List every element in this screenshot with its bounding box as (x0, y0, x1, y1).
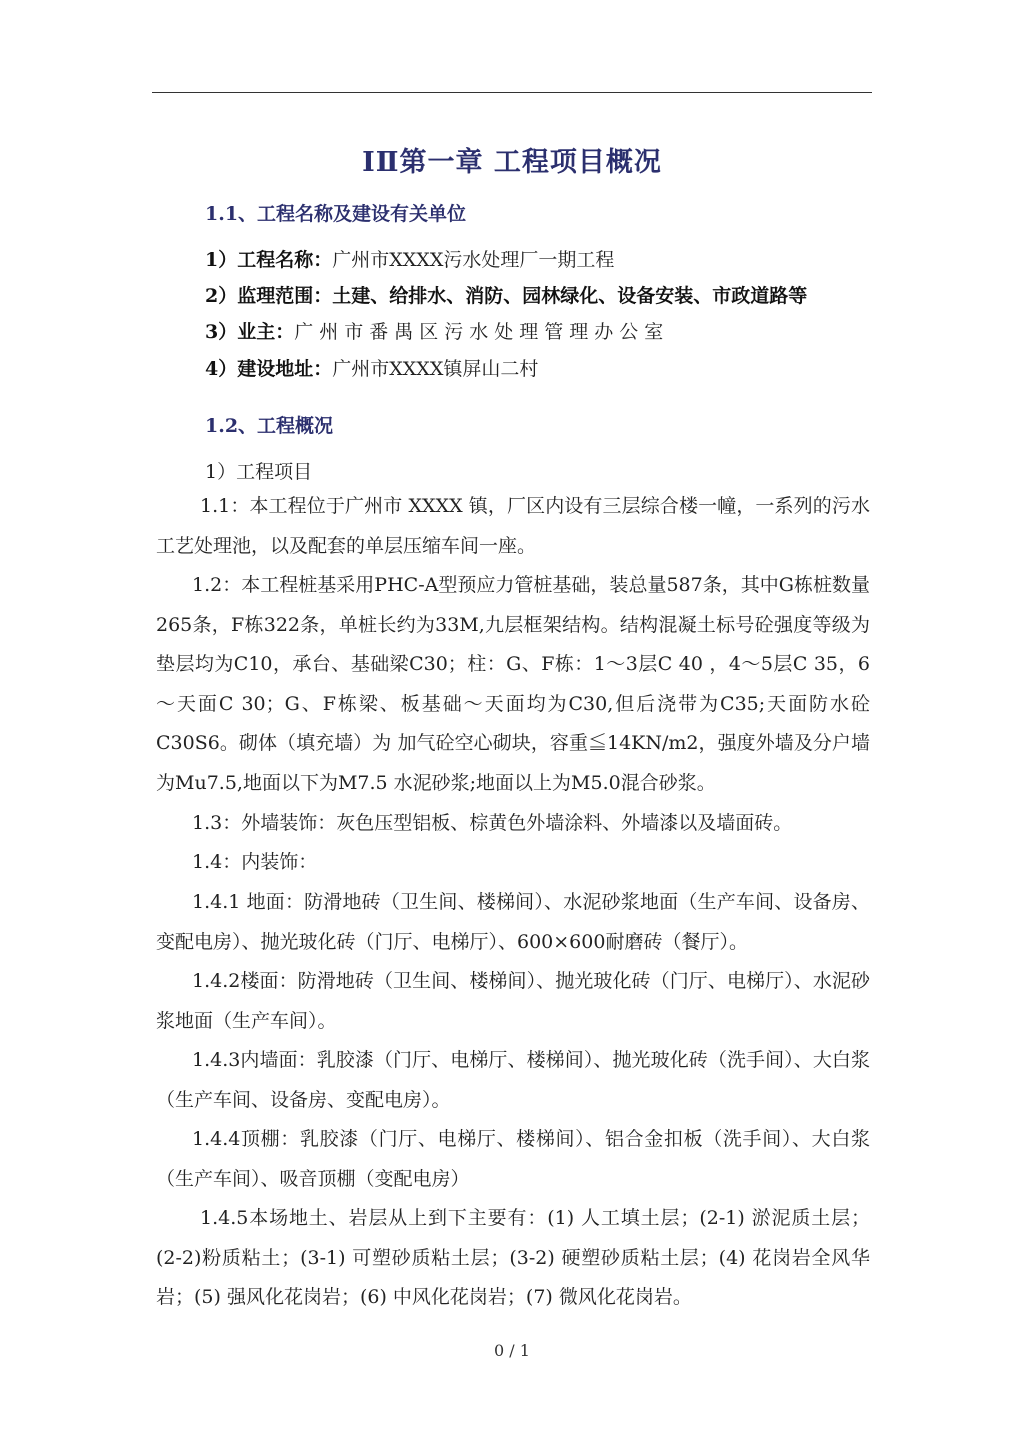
address-value: 广州市XXXX镇屏山二村 (332, 358, 539, 380)
page-number: 0 / 1 (494, 1341, 530, 1360)
owner-value: 广州市番禺区污水处理管理办公室 (294, 321, 670, 343)
supervision-scope-value: 土建、给排水、消防、园林绿化、设备安装、市政道路等 (332, 285, 808, 307)
paragraph-1-4-4: 1.4.4顶棚：乳胶漆（门厅、电梯厅、楼梯间）、铝合金扣板（洗手间）、大白浆（生产车间）、吸音顶棚（变配电房） (156, 1128, 870, 1190)
owner-line (205, 317, 669, 344)
section-2-heading: 1.2、工程概况 (205, 415, 334, 437)
paragraph-1-4-5: 1.4.5本场地土、岩层从上到下主要有：(1) 人工填土层；(2-1) 淤泥质土层；(2-2)粉质粘土；(3-1) 可塑砂质粘土层；(3-2) 硬塑砂质粘土层；(4) 花岗岩全风华岩；(5) 强风化花岗岩；(6) 中风化花岗岩；(7) 微风化花岗岩。 (156, 1207, 870, 1309)
chapter-title: ⅠⅡ第一章 工程项目概况 (362, 147, 662, 178)
project-name-line (205, 245, 614, 272)
address-line (205, 354, 538, 381)
paragraph-1-2: 1.2：本工程桩基采用PHC-A型预应力管桩基础，装总量587条，其中G栋桩数量265条，F栋322条，单桩长约为33M,九层框架结构。结构混凝土标号砼强度等级为垫层均为C10，承台、基础梁C30；柱：G、F栋：1～3层C 40 ，4～5层C 35，6～天面C 30；G、F栋梁、板基础～天面均为C30,但后浇带为C35;天面防水砼C30S6。砌体（填充墙）为 加气砼空心砌块，容重≦14KN/m2，强度外墙及分户墙为Mu7.5,地面以下为M7.5 水泥砂浆;地面以上为M5.0混合砂浆。 (156, 574, 870, 794)
paragraph-1-4-3: 1.4.3内墙面：乳胶漆（门厅、电梯厅、楼梯间）、抛光玻化砖（洗手间）、大白浆（生产车间、设备房、变配电房）。 (156, 1049, 870, 1111)
owner-label: 3）业主： (205, 321, 295, 343)
project-name-label: 1）工程名称： (205, 249, 333, 271)
section-1-heading: 1.1、工程名称及建设有关单位 (205, 203, 467, 225)
paragraph-1-1: 1.1：本工程位于广州市 XXXX 镇，厂区内设有三层综合楼一幢，一系列的污水工艺处理池，以及配套的单层压缩车间一座。 (156, 495, 870, 557)
paragraph-1-3: 1.3：外墙装饰：灰色压型铝板、棕黄色外墙涂料、外墙漆以及墙面砖。 (192, 812, 793, 834)
supervision-scope-label: 2）监理范围： (205, 285, 333, 307)
paragraph-1-4-1: 1.4.1 地面：防滑地砖（卫生间、楼梯间）、水泥砂浆地面（生产车间、设备房、变配电房）、抛光玻化砖（门厅、电梯厅）、600×600耐磨砖（餐厅）。 (156, 891, 870, 953)
project-name-value: 广州市XXXX污水处理厂一期工程 (332, 249, 615, 271)
address-label: 4）建设地址： (205, 358, 333, 380)
paragraph-1-4-2: 1.4.2楼面：防滑地砖（卫生间、楼梯间）、抛光玻化砖（门厅、电梯厅）、水泥砂浆地面（生产车间）。 (156, 970, 870, 1032)
header-rule (152, 92, 872, 93)
project-items-subheading: 1）工程项目 (205, 461, 313, 483)
paragraph-1-4: 1.4：内装饰： (192, 851, 318, 873)
supervision-scope-line (205, 281, 807, 308)
